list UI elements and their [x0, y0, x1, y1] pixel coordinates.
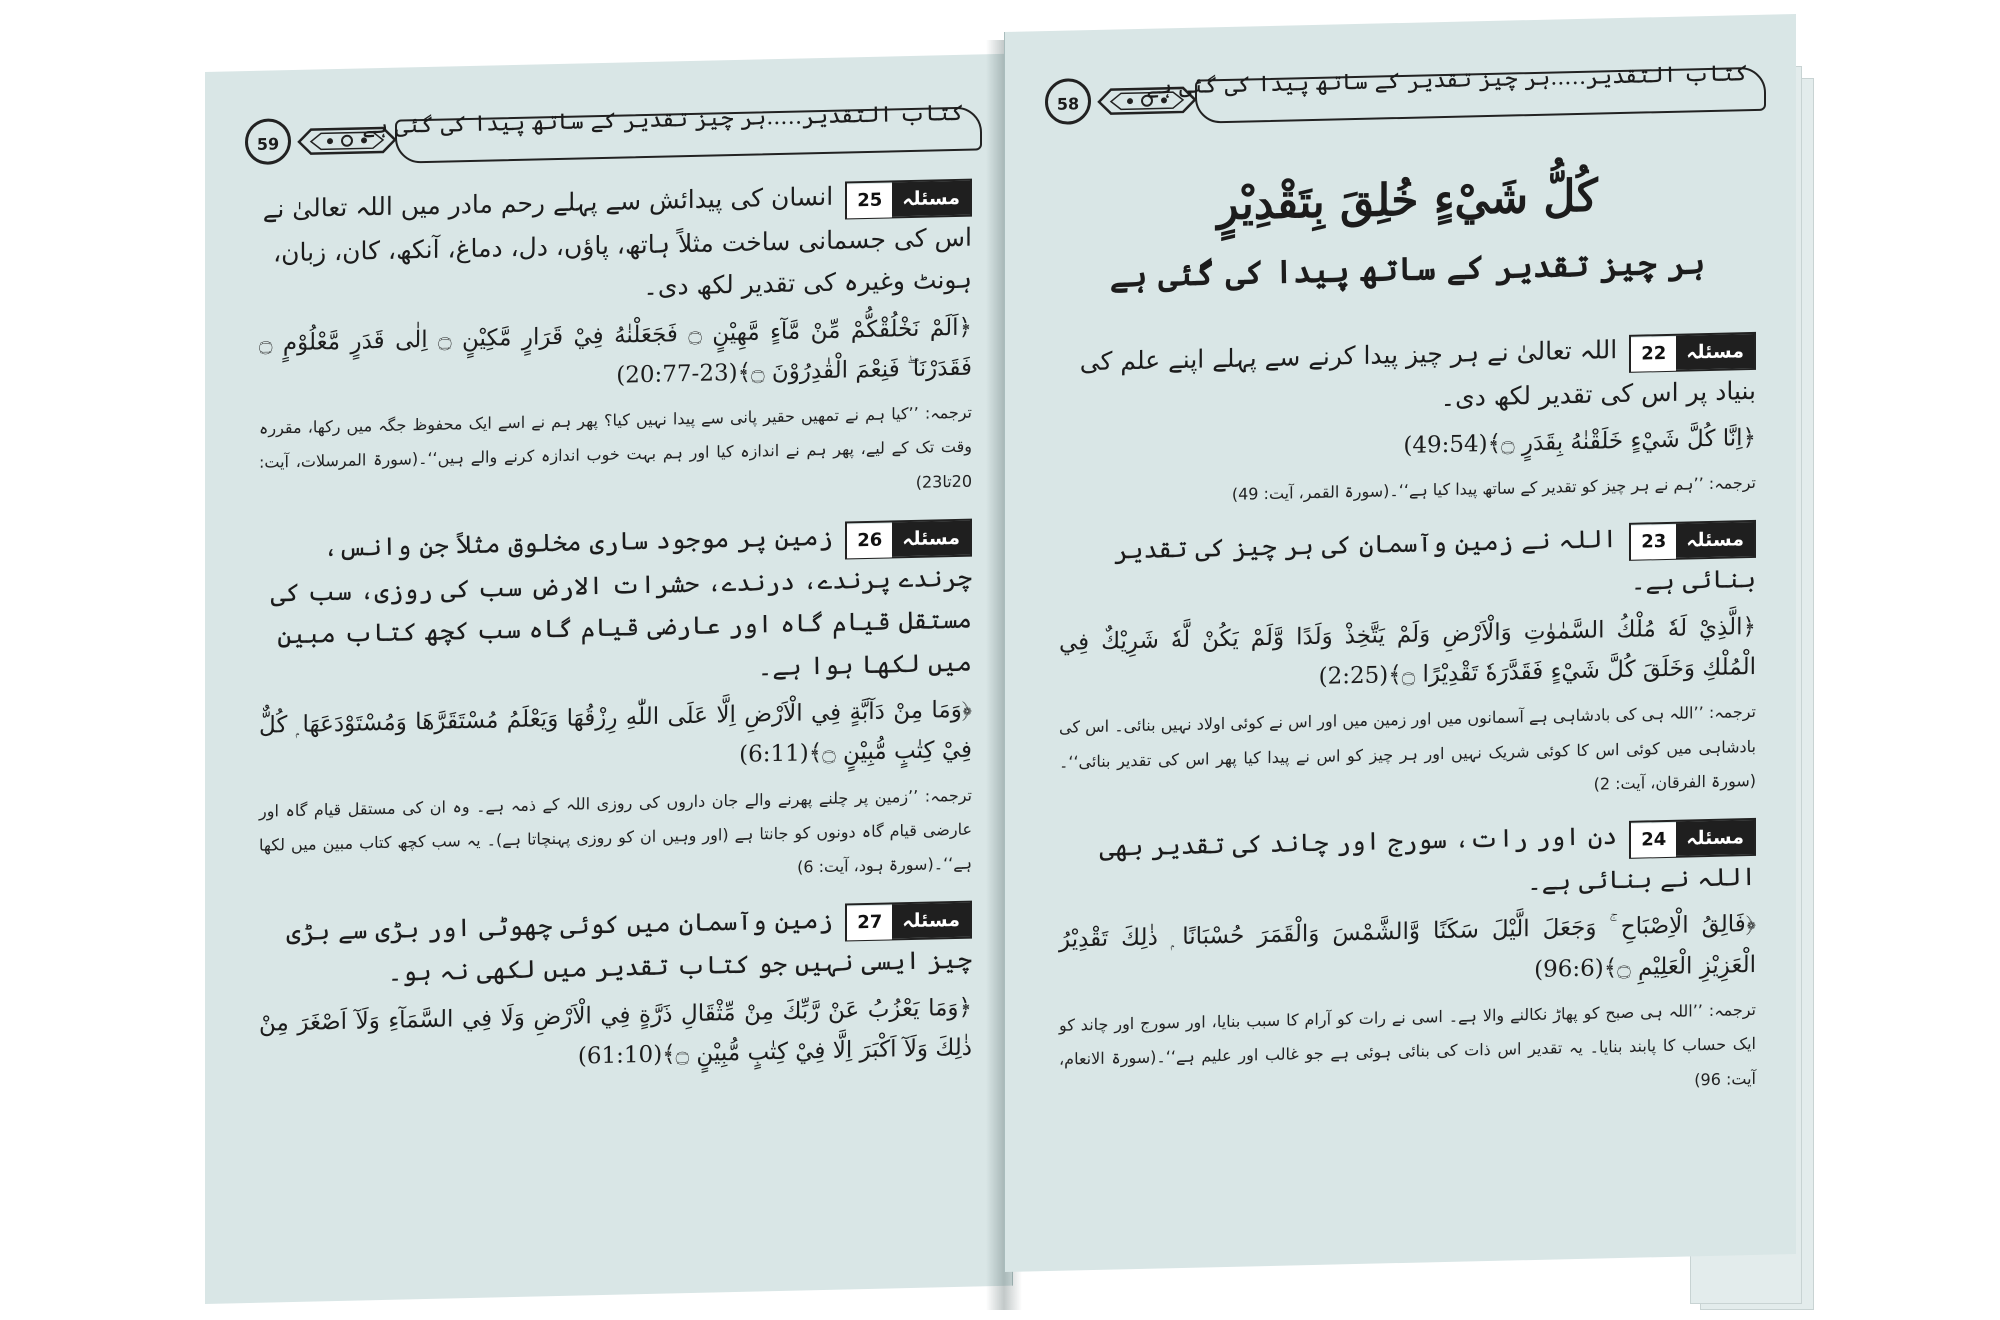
masala-text: اللہ نے زمین وآسمان کی ہر چیز کی تقدیر بنائی ہے۔ [1114, 523, 1756, 596]
masala-label: مسئلہ [1676, 333, 1754, 369]
masala-number: 24 [1631, 823, 1676, 858]
chapter-title-arabic: كُلُّ شَيْءٍ خُلِقَ بِتَقْدِيْرٍ [1217, 170, 1598, 231]
masala-text: دن اور رات، سورج اور چاند کی تقدیر بھی اللہ نے بنائی ہے۔ [1099, 821, 1756, 896]
translation: ترجمہ: ’’ہم نے ہر چیز کو تقدیر کے ساتھ پیدا کیا ہے‘‘۔(سورۃ القمر، آیت: 49) [1231, 473, 1756, 505]
masala-heading [259, 513, 972, 700]
masala-number: 22 [1631, 336, 1676, 371]
masala-number: 25 [847, 183, 892, 218]
page-content [259, 173, 972, 1093]
masala-heading [1059, 812, 1756, 914]
masala-badge [1629, 331, 1756, 372]
masala-text: زمین پر موجود ساری مخلوق مثلاً جن وانس، چرندے پرندے، درندے، حشرات الارض سب کی روزی، سب کی مستقل قیام گاہ اور عارضی قیام گاہ سب کچھ کتاب مبین میں لکھا ہوا ہے۔ [270, 521, 972, 682]
running-header: کتاب التقدیر…..ہر چیز تقدیر کے ساتھ پیدا کی گئی ہے [1146, 61, 1748, 100]
masala-badge [1629, 520, 1756, 561]
quran-verse: ﴿وَمَا مِنْ دَآبَّةٍ فِي الْاَرْضِ اِلَّا عَلَى اللّٰهِ رِزْقُهَا وَيَعْلَمُ مُسْتَقَرَّهَا وَمُسْتَوْدَعَهَا ۭ كُلٌّ فِيْ كِتٰبٍ مُّبِيْنٍ ۝﴾(6:11) [259, 696, 972, 769]
page-content [1059, 133, 1756, 1126]
quran-verse: ﴿اَلَمْ نَخْلُقْكُّمْ مِّنْ مَّآءٍ مَّهِيْنٍ ۝ فَجَعَلْنٰهُ فِيْ قَرَارٍ مَّكِيْنٍ ۝ اِلٰى قَدَرٍ مَّعْلُوْمٍ ۝ فَقَدَرْنَا ۖ فَنِعْمَ الْقٰدِرُوْنَ ۝﴾(23-20:77) [259, 314, 973, 389]
masala-heading [259, 895, 972, 997]
masala-badge [845, 901, 972, 942]
masala-number: 26 [847, 523, 892, 558]
masala-label: مسئلہ [892, 180, 970, 216]
masala-text: اللہ تعالیٰ نے ہر چیز پیدا کرنے سے پہلے اپنے علم کی بنیاد پر اس کی تقدیر لکھ دی۔ [1079, 335, 1756, 412]
right-page [1004, 14, 1796, 1272]
masala-badge [845, 518, 972, 559]
masala-number: 23 [1631, 525, 1676, 560]
masala-label: مسئلہ [892, 903, 970, 939]
masala-text: زمین وآسمان میں کوئی چھوٹی اور بڑی سے بڑی چیز ایسی نہیں جو کتاب تقدیر میں لکھی نہ ہو۔ [286, 904, 972, 988]
masala-text: انسان کی پیدائش سے پہلے رحم مادر میں اللہ تعالیٰ نے اس کی جسمانی ساخت مثلاً ہاتھ، پاؤں، دل، دماغ، آنکھ، کان، زبان، ہونٹ وغیرہ کی تقدیر لکھ دی۔ [262, 181, 972, 302]
translation: ترجمہ: ’’اللہ ہی صبح کو پھاڑ نکالنے والا ہے۔ اسی نے رات کو آرام کا سبب بنایا، اور سورج اور چاند کو ایک حساب کا پابند بنایا۔ یہ تقدیر اس ذات کی بنائی ہوئی ہے جو غالب اور علیم ہے‘‘۔(سورۃ الانعام، آیت: 96) [1059, 999, 1756, 1089]
masala-badge [845, 178, 972, 219]
page-header [1045, 59, 1766, 129]
masala-label: مسئلہ [892, 520, 970, 556]
masala-heading [259, 173, 972, 318]
quran-verse: ﴿اِنَّا كُلَّ شَيْءٍ خَلَقْنٰهُ بِقَدَرٍ ۝﴾(49:54) [1403, 424, 1756, 459]
translation: ترجمہ: ’’اللہ ہی کی بادشاہی ہے آسمانوں میں اور زمین میں اور اس نے کوئی اولاد نہیں بنائی۔ اس کی بادشاہی میں کوئی اس کا کوئی شریک نہیں اور ہر چیز کو اس نے پیدا کیا پھر اس کی تقدیر بنائی‘‘۔(سورۃ الفرقان، آیت: 2) [1059, 702, 1757, 794]
page-header [245, 98, 982, 169]
translation: ترجمہ: ’’کیا ہم نے تمھیں حقیر پانی سے پیدا نہیں کیا؟ پھر ہم نے اسے ایک محفوظ جگہ میں رکھا، مقررہ وقت تک کے لیے، پھر ہم نے اندازہ کیا اور ہم بہت خوب اندازہ کرنے والے ہیں‘‘۔(سورۃ المرسلات، آیت: 20تا23) [259, 402, 972, 492]
left-page [205, 54, 1013, 1304]
masala-label: مسئلہ [1676, 522, 1754, 558]
masala-label: مسئلہ [1676, 820, 1754, 856]
translation: ترجمہ: ’’زمین پر چلنے پھرنے والے جان داروں کی روزی اللہ کے ذمہ ہے۔ وہ ان کی مستقل قیام گاہ اور عارضی قیام گاہ دونوں کو جانتا ہے (اور وہیں ان کو روزی پہنچاتا ہے)۔ یہ سب کچھ کتاب مبین میں لکھا ہے‘‘۔(سورۃ ہود، آیت: 6) [259, 785, 972, 878]
quran-verse: ﴿الَّذِيْ لَهٗ مُلْكُ السَّمٰوٰتِ وَالْاَرْضِ وَلَمْ يَتَّخِذْ وَلَدًا وَّلَمْ يَكُنْ لَّهٗ شَرِيْكٌ فِي الْمُلْكِ وَخَلَقَ كُلَّ شَيْءٍ فَقَدَّرَهٗ تَقْدِيْرًا ۝﴾(2:25) [1059, 613, 1756, 690]
quran-verse: ﴿وَمَا يَعْزُبُ عَنْ رَّبِّكَ مِنْ مِّثْقَالِ ذَرَّةٍ فِي الْاَرْضِ وَلَا فِي السَّمَآءِ وَلَآ اَصْغَرَ مِنْ ذٰلِكَ وَلَآ اَكْبَرَ اِلَّا فِيْ كِتٰبٍ مُّبِيْنٍ ۝﴾(61:10) [259, 994, 972, 1070]
page-number: 59 [245, 118, 291, 165]
masala-heading [1059, 326, 1756, 428]
page-number: 58 [1045, 78, 1091, 125]
masala-badge [1629, 818, 1756, 859]
masala-heading [1059, 515, 1756, 617]
chapter-title-urdu: ہر چیز تقدیر کے ساتھ پیدا کی گئی ہے [1109, 243, 1706, 295]
masala-number: 27 [847, 906, 892, 941]
quran-verse: ﴿فَالِقُ الْاِصْبَاحِ ۚ وَجَعَلَ الَّيْلَ سَكَنًا وَّالشَّمْسَ وَالْقَمَرَ حُسْبَانًا ۭ ذٰلِكَ تَقْدِيْرُ الْعَزِيْزِ الْعَلِيْمِ ۝﴾(96:6) [1059, 911, 1756, 983]
running-header: کتاب التقدیر…..ہر چیز تقدیر کے ساتھ پیدا کی گئی ہے [362, 100, 964, 140]
